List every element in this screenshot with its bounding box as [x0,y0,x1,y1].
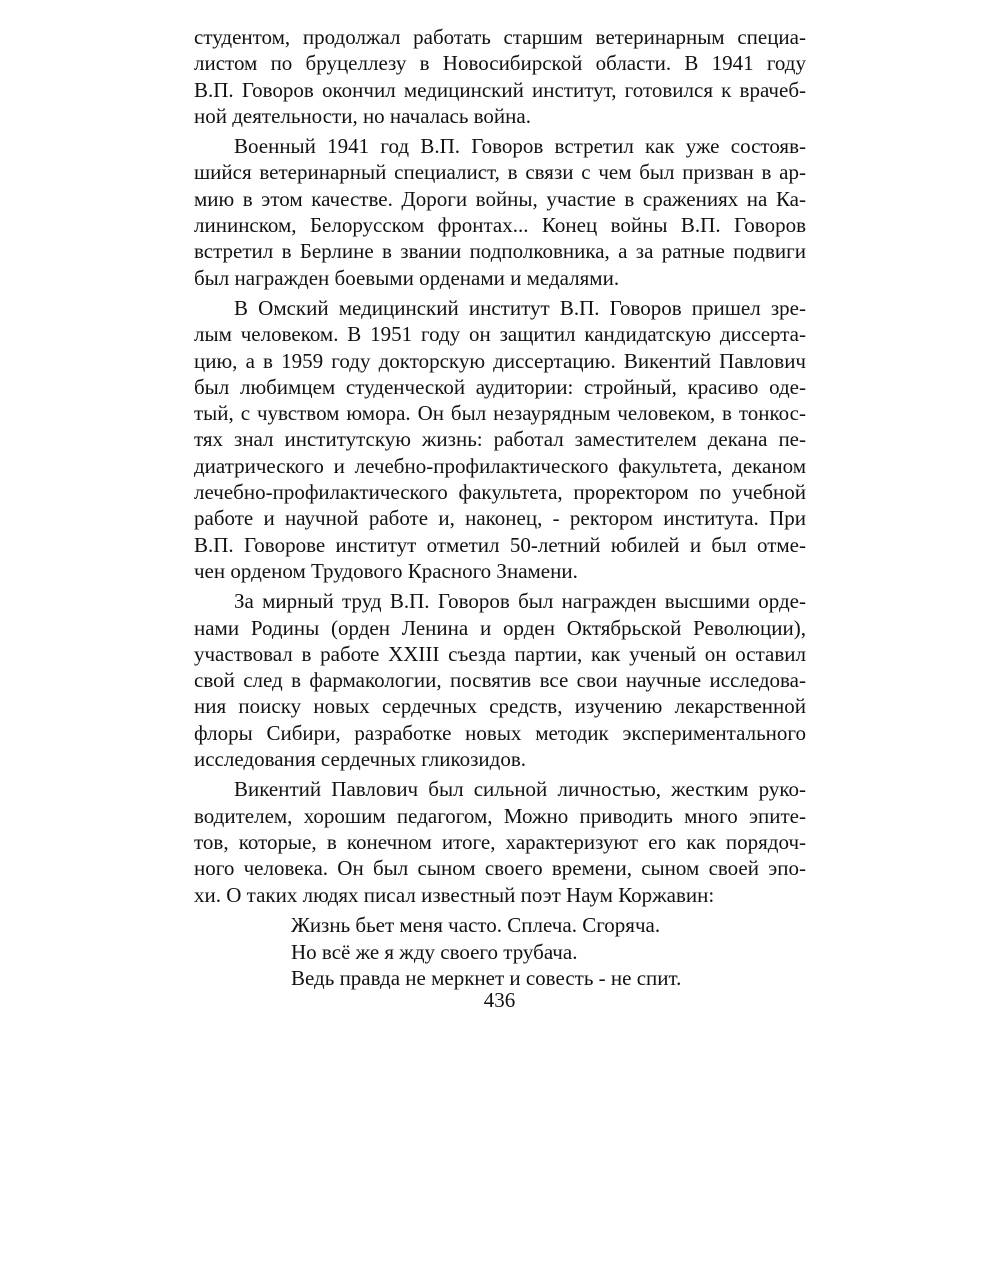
text-line: ния поиску новых сердечных средств, изучению лекарственной [194,694,806,719]
text-line: шийся ветеринарный специалист, в связи с чем был призван в ар- [194,160,806,185]
paragraph [194,133,806,291]
paragraph [194,295,806,584]
text-line: лининском, Белорусском фронтах... Конец войны В.П. Говоров [194,213,806,238]
poem-quote [194,912,806,992]
paragraph [194,24,806,129]
text-line: был любимцем студенческой аудитории: стройный, красиво оде- [194,374,806,399]
text-line: лым человеком. В 1951 году он защитил кандидатскую диссерта- [194,322,806,347]
text-line: исследования сердечных гликозидов. [194,747,526,772]
text-line: листом по бруцеллезу в Новосибирской области. В 1941 году [194,51,806,76]
article-text [194,24,806,908]
poem-line: Ведь правда не меркнет и совесть - не спит. [291,966,682,991]
text-line: работе и научной работе и, наконец, - ректором института. При [194,506,806,531]
text-line: цию, а в 1959 году докторскую диссертацию. Викентий Павлович [194,348,806,373]
page-number: 436 [483,988,516,1012]
text-line: В.П. Говорове институт отметил 50-летний юбилей и был отме- [194,532,806,557]
text-line: ной деятельности, но началась война. [194,103,531,128]
text-line: флоры Сибири, разработке новых методик экспериментального [194,720,806,745]
text-line: хи. О таких людях писал известный поэт Наум Коржавин: [194,882,715,907]
text-line: был награжден боевыми орденами и медалями. [194,265,620,290]
text-line: ного человека. Он был сыном своего времени, сыном своей эпо- [194,856,806,881]
text-line: встретил в Берлине в звании подполковника, а за ратные подвиги [194,239,806,264]
poem-line: Жизнь бьет меня часто. Сплеча. Сгоряча. [291,912,661,937]
text-line: тях знал институтскую жизнь: работал заместителем декана пе- [194,427,806,452]
text-line: Викентий Павлович был сильной личностью, жестким руко- [234,777,806,802]
text-line: В.П. Говоров окончил медицинский институт, готовился к врачеб- [194,77,806,102]
text-line: мию в этом качестве. Дороги войны, участие в сражениях на Ка- [194,186,806,211]
text-line: диатрического и лечебно-профилактического факультета, деканом [194,453,806,478]
text-line: тый, с чувством юмора. Он был незаурядным человеком, в тонкос- [194,401,806,426]
paragraph [194,588,806,772]
page-body [194,24,806,992]
text-line: участвовал в работе XXIII съезда партии, как ученый он оставил [194,641,806,666]
text-line: чен орденом Трудового Красного Знамени. [194,558,578,583]
text-line: Военный 1941 год В.П. Говоров встретил как уже состояв- [234,134,806,159]
text-line: водителем, хорошим педагогом, Можно приводить много эпите- [194,803,806,828]
text-line: лечебно-профилактического факультета, проректором по учебной [194,480,806,505]
text-line: тов, которые, в конечном итоге, характеризуют его как порядоч- [194,829,806,854]
text-line: В Омский медицинский институт В.П. Говоров пришел зре- [234,295,806,320]
text-line: студентом, продолжал работать старшим ветеринарным специа- [194,25,806,49]
poem-line: Но всё же я жду своего трубача. [291,939,578,964]
text-line: За мирный труд В.П. Говоров был награжден высшими орде- [234,589,806,614]
paragraph [194,776,806,907]
text-line: нами Родины (орден Ленина и орден Октябрьской Революции), [194,615,806,640]
text-line: свой след в фармакологии, посвятив все свои научные исследова- [194,668,806,693]
